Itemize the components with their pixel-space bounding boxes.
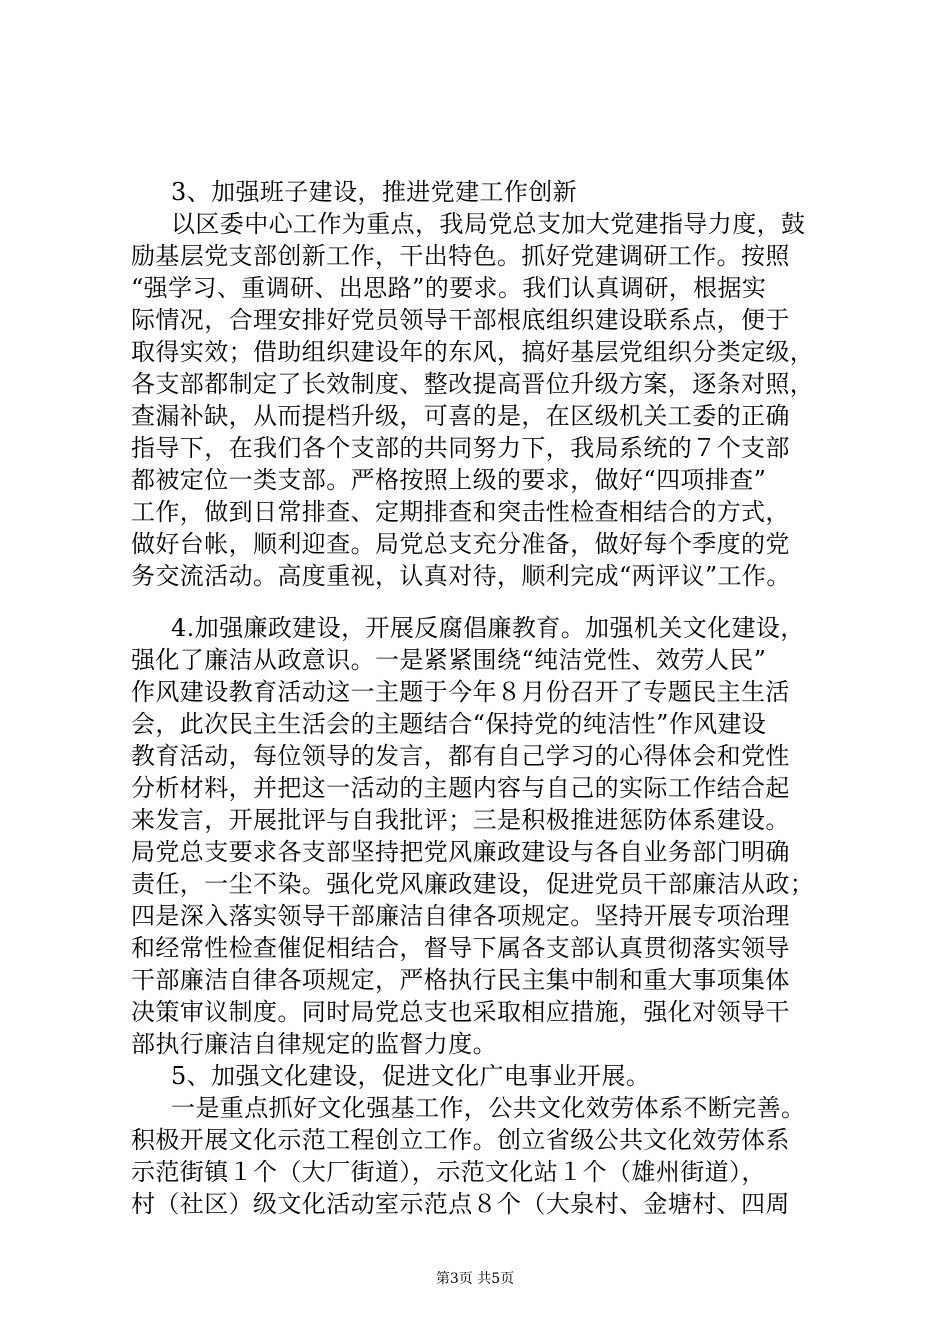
paragraph-line: 取得实效；借助组织建设年的东风，搞好基层党组织分类定级，: [131, 338, 815, 366]
section-5-heading: 5、加强文化建设，促进文化广电事业开展。: [171, 1062, 651, 1090]
paragraph-line: 强化了廉洁从政意识。一是紧紧围绕“纯洁党性、效劳人民”: [131, 646, 767, 674]
paragraph-line: 干部廉洁自律各项规定，严格执行民主集中制和重大事项集体: [131, 966, 790, 994]
paragraph-line: 查漏补缺，从而提档升级，可喜的是，在区级机关工委的正确: [131, 402, 790, 430]
paragraph-line: 以区委中心工作为重点，我局党总支加大党建指导力度，鼓: [171, 210, 806, 238]
paragraph-line: 务交流活动。高度重视，认真对待，顺利完成“两评议”工作。: [131, 562, 791, 590]
paragraph-line: 决策审议制度。同时局党总支也采取相应措施，强化对领导干: [131, 998, 790, 1026]
paragraph-line: 做好台帐，顺利迎查。局党总支充分准备，做好每个季度的党: [131, 530, 790, 558]
paragraph-line: 责任，一尘不染。强化党风廉政建设，促进党员干部廉洁从政；: [131, 870, 815, 898]
section-4-heading: 4.加强廉政建设，开展反腐倡廉教育。加强机关文化建设，: [171, 614, 805, 642]
paragraph-line: 教育活动，每位领导的发言，都有自己学习的心得体会和党性: [131, 742, 790, 770]
paragraph-line: 励基层党支部创新工作，干出特色。抓好党建调研工作。按照: [131, 242, 790, 270]
paragraph-line: 分析材料，并把这一活动的主题内容与自己的实际工作结合起: [131, 774, 790, 802]
paragraph-line: 局党总支要求各支部坚持把党风廉政建设与各自业务部门明确: [131, 838, 790, 866]
paragraph-line: 一是重点抓好文化强基工作，公共文化效劳体系不断完善。: [171, 1094, 806, 1122]
paragraph-line: 和经常性检查催促相结合，督导下属各支部认真贯彻落实领导: [131, 934, 790, 962]
paragraph-line: 四是深入落实领导干部廉洁自律各项规定。坚持开展专项治理: [131, 902, 790, 930]
paragraph-line: 示范街镇１个（大厂街道），示范文化站１个（雄州街道），: [131, 1158, 766, 1186]
section-3-heading: 3、加强班子建设，推进党建工作创新: [171, 178, 578, 206]
paragraph-line: 村（社区）级文化活动室示范点８个（大泉村、金塘村、四周: [131, 1190, 790, 1218]
paragraph-line: 部执行廉洁自律规定的监督力度。: [131, 1030, 497, 1058]
paragraph-line: 积极开展文化示范工程创立工作。创立省级公共文化效劳体系: [131, 1126, 790, 1154]
page-number-footer: 第3页 共5页: [435, 1271, 515, 1287]
paragraph-line: 作风建设教育活动这一主题于今年８月份召开了专题民主生活: [131, 678, 790, 706]
paragraph-line: 来发言，开展批评与自我批评；三是积极推进惩防体系建设。: [131, 806, 790, 834]
paragraph-line: 各支部都制定了长效制度、整改提高晋位升级方案，逐条对照，: [131, 370, 815, 398]
paragraph-line: 会，此次民主生活会的主题结合“保持党的纯洁性”作风建设: [131, 710, 767, 738]
paragraph-line: 工作，做到日常排查、定期排查和突击性检查相结合的方式，: [131, 498, 790, 526]
paragraph-line: “强学习、重调研、出思路”的要求。我们认真调研，根据实: [131, 274, 767, 302]
paragraph-line: 指导下，在我们各个支部的共同努力下，我局系统的７个支部: [131, 434, 790, 462]
paragraph-line: 都被定位一类支部。严格按照上级的要求，做好“四项排查”: [131, 466, 767, 494]
paragraph-line: 际情况，合理安排好党员领导干部根底组织建设联系点，便于: [131, 306, 790, 334]
